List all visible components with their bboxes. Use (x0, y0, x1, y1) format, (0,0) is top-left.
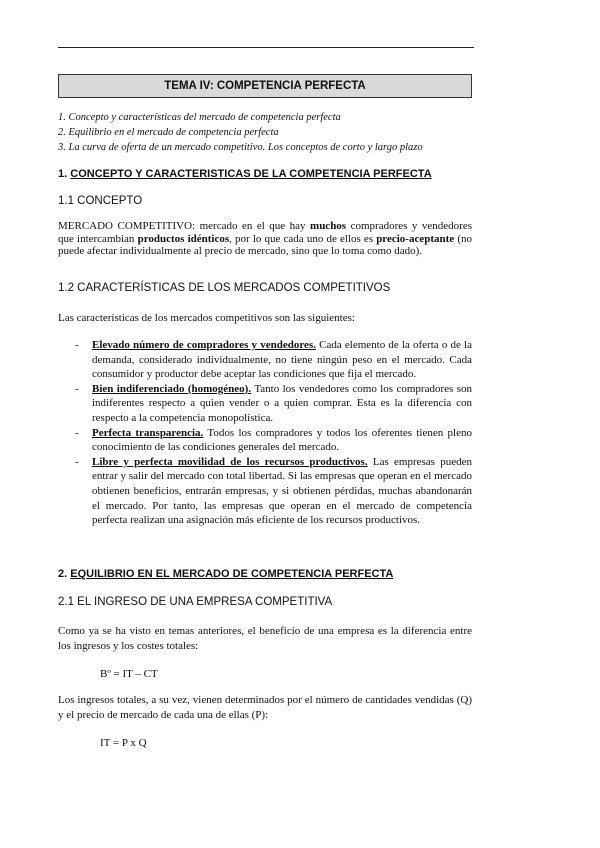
toc-item: 3. La curva de oferta de un mercado competitivo. Los conceptos de corto y largo plazo (58, 142, 423, 153)
text-run: MERCADO COMPETITIVO: mercado en el que hay (58, 220, 311, 232)
table-of-contents (58, 110, 478, 155)
list-item (58, 338, 472, 382)
characteristics-intro: Las características de los mercados competitivos son las siguientes: (58, 312, 355, 324)
section-number: 1. (58, 168, 68, 180)
list-item-term: Libre y perfecta movilidad de los recursos productivos. (92, 455, 368, 468)
list-item (58, 426, 472, 455)
list-item-term: Bien indiferenciado (homogéneo). (92, 382, 252, 395)
text-run: (no puede afectar individualmente al precio de mercado, sino que lo toma como dado). (58, 232, 472, 257)
toc-item: 2. Equilibrio en el mercado de competencia perfecta (58, 127, 279, 138)
toc-item: 1. Concepto y características del mercado de competencia perfecta (58, 112, 341, 123)
chapter-title-text: TEMA IV: COMPETENCIA PERFECTA (164, 80, 366, 92)
bold-term: precio-aceptante (376, 232, 455, 245)
bold-term: muchos (310, 220, 347, 232)
dash-marker: - (75, 339, 79, 351)
revenue-paragraph: Los ingresos totales, a su vez, vienen determinados por el número de cantidades vendidas (Q) y el precio de mercado de cada una de ellas (P): (58, 694, 472, 721)
revenue-formula: IT = P x Q (100, 737, 147, 749)
subsection-1-2-heading: 1.2 CARACTERÍSTICAS DE LOS MERCADOS COMPETITIVOS (58, 282, 391, 294)
dash-marker: - (75, 455, 79, 468)
text-run: compradores y vendedores que intercambian (58, 220, 472, 245)
list-item-text: Las empresas pueden entrar y salir del mercado con total libertad. Si las empresas que operan en el mercado obtienen beneficios, entrarán empresas, y si obtienen pérdidas, muchas abandonarán el mercado. Por tanto, las empresas que operan en el mercado de competencia perfecta realizan una asignación más eficiente de los recursos productivos. (92, 455, 473, 527)
text-run: , por lo que cada uno de ellos es (229, 232, 377, 245)
list-item (58, 455, 472, 528)
concept-paragraph (58, 220, 472, 258)
profit-paragraph: Como ya se ha visto en temas anteriores, el beneficio de una empresa es la diferencia entre los ingresos y los costes totales: (58, 625, 472, 652)
bold-term: productos idénticos (137, 232, 230, 245)
list-item-text: Tanto los vendedores como los compradores son indiferentes respecto a quien vender o a quien comprar. Esta es la diferencia con respecto a la competencia monopolística. (92, 382, 472, 424)
section-1-heading (58, 168, 432, 180)
list-item-text: Cada elemento de la oferta o de la demanda, considerado individualmente, no tiene ningún peso en el mercado. Cada consumidor y productor debe aceptar las condiciones que fija el mercado. (92, 339, 472, 381)
characteristics-list (58, 338, 472, 528)
section-title: EQUILIBRIO EN EL MERCADO DE COMPETENCIA PERFECTA (70, 568, 394, 580)
list-item-term: Elevado número de compradores y vendedores. (92, 339, 316, 351)
list-item-term: Perfecta transparencia. (92, 426, 204, 439)
chapter-title (58, 74, 472, 98)
subsection-2-1-heading: 2.1 EL INGRESO DE UNA EMPRESA COMPETITIVA (58, 596, 333, 608)
subsection-1-1-heading: 1.1 CONCEPTO (58, 195, 143, 207)
top-rule (58, 47, 474, 48)
list-item (58, 382, 472, 426)
dash-marker: - (75, 382, 79, 395)
list-item-text: Todos los compradores y todos los oferentes tienen pleno conocimiento de las condiciones generales del mercado. (92, 426, 472, 454)
section-2-heading (58, 568, 393, 580)
profit-formula: Bº = IT – CT (100, 668, 158, 680)
section-title: CONCEPTO Y CARACTERISTICAS DE LA COMPETENCIA PERFECTA (70, 168, 432, 180)
section-number: 2. (58, 568, 68, 580)
dash-marker: - (75, 426, 79, 439)
